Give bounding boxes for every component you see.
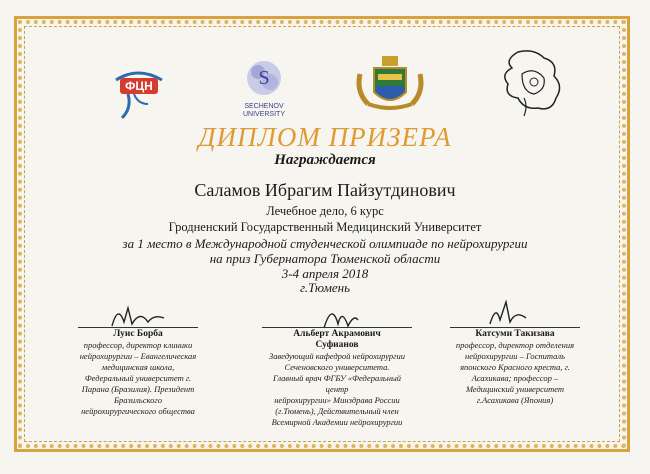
recipient-name: Саламов Ибрагим Пайзутдинович (194, 180, 456, 200)
signatory-title-line: профессор, директор отделения (455, 340, 575, 350)
signatory-title-line: (г.Тюмень), Действительный член (275, 406, 399, 416)
signatory-title-line: Асахикава; профессор – (471, 373, 559, 383)
signatory-title-line: Медицинский университет (465, 384, 565, 394)
recipient-program: Лечебное дело, 6 курс (266, 204, 384, 218)
svg-text:S: S (258, 67, 270, 89)
fcn-logo (108, 60, 170, 120)
signatory-title-line: Заведующий кафедрой нейрохирургии (269, 351, 405, 361)
award-city: г.Тюмень (299, 280, 350, 295)
signatory-title-line: Федеральный университет г. (84, 373, 192, 383)
signatory-title-line: нейрохирургии – Евангелическая (79, 351, 197, 361)
coat-of-arms-emblem (354, 52, 426, 120)
diploma-title: ДИПЛОМ ПРИЗЕРА (198, 122, 452, 152)
award-line-1: за 1 место в Международной студенческой олимпиаде по нейрохирургии (122, 236, 528, 251)
signatory-surname: Суфианов (315, 340, 359, 350)
signatory-sufianov (262, 327, 412, 428)
sechenov-logo-line1: SECHENOV (244, 103, 284, 110)
award-dates: 3-4 апреля 2018 (281, 266, 369, 281)
signatory-takizawa (450, 327, 580, 406)
signatory-title-line: Парана (Бразилия). Президент (81, 384, 195, 394)
signatory-title-line: Бразильского (114, 395, 162, 405)
signatory-title-line: японского Красного креста, г. (460, 362, 570, 372)
signature-line (78, 327, 198, 328)
signatory-title-line: профессор, директор клиники (83, 340, 193, 350)
signatory-borba (78, 327, 198, 417)
sechenov-logo (236, 58, 292, 120)
signatory-name: Луис Борба (113, 329, 163, 339)
award-line-2: на приз Губернатора Тюменской области (209, 251, 441, 266)
signatory-title-line: г.Асахикава (Япония) (476, 395, 554, 405)
signatory-name: Альберт Акрамович (293, 329, 381, 339)
signature-line (262, 327, 412, 328)
sechenov-logo-line2: UNIVERSITY (242, 111, 285, 118)
signatory-title-line: Главный врач ФГБУ «Федеральный центр (272, 373, 402, 394)
signatory-name: Катсуми Такизава (475, 329, 555, 339)
recipient-university: Гродненский Государственный Медицинский Университет (168, 220, 482, 234)
svg-text:ФЦН: ФЦН (125, 79, 153, 93)
award-subtitle: Награждается (274, 152, 376, 168)
signature-line (450, 327, 580, 328)
signatory-title-line: нейрохирургии – Госпиталь (465, 351, 565, 361)
signatory-title-line: медицинская школа, (101, 362, 175, 372)
signatory-title-line: нейрохирургического общества (81, 406, 195, 416)
brain-sketch-logo (494, 46, 564, 120)
signatory-title-line: Всемирной Академии нейрохирургии (271, 417, 403, 427)
signatory-title-line: Сеченовского университета. (284, 362, 390, 372)
signatory-title-line: нейрохирургии» Минздрава России (274, 395, 400, 405)
